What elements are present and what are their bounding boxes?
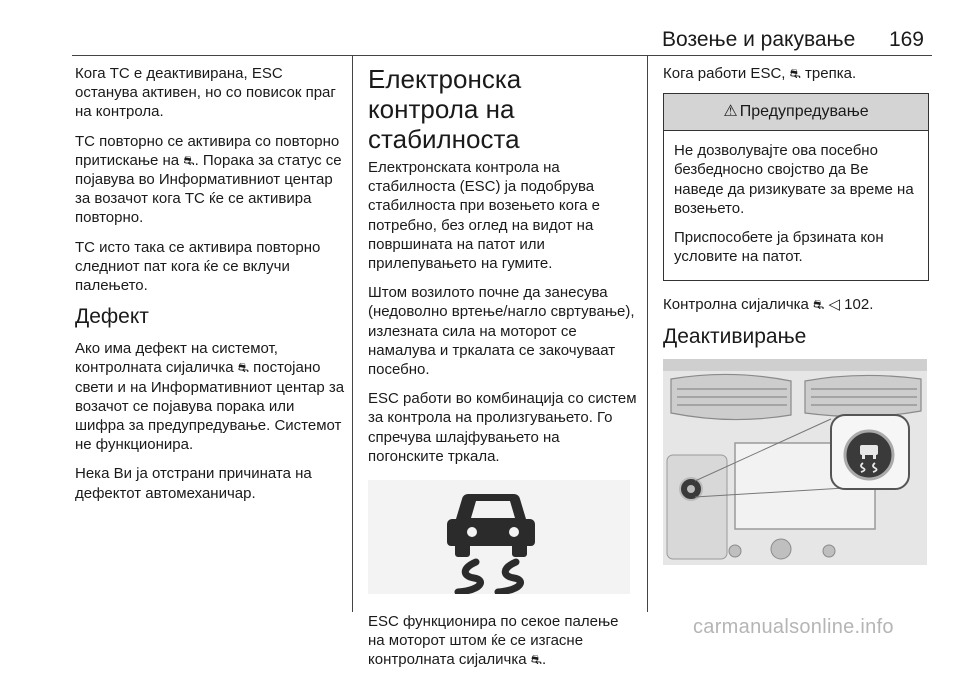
column-divider-2	[647, 56, 648, 612]
warning-text-1: Не дозволувајте ова посебно безбедносно својство да Ве наведе да ризикувате за време на возењето.	[674, 142, 914, 217]
column-divider-1	[352, 56, 353, 612]
dashboard-button-illustration	[663, 359, 927, 565]
header-rule	[72, 55, 932, 56]
fault-paragraph: Ако има дефект на системот, контролната сијаличка ⛐ постојано свети и на Информативниот центар за возачот се појавува порака или шифра за предупредување. Системот не функционира.	[75, 340, 345, 454]
tc-deactivated-paragraph: Кога TC е деактивирана, ESC останува активен, но со повисок праг на контрола.	[75, 65, 336, 121]
column-1	[75, 64, 347, 513]
skidding-car-icon: ⛐	[789, 66, 801, 81]
reference-arrow-icon: ◁	[828, 296, 840, 314]
esc-intro-paragraph: Електронската контрола на стабилноста (ESC) ја подобрува стабилноста при возењето кога е потребно, без оглед на видот на површината на патот или прилепувањето на гумите.	[368, 159, 600, 273]
mechanic-paragraph: Нека Ви ја отстрани причината на дефектот автомеханичар.	[75, 465, 312, 502]
warning-box	[663, 93, 929, 281]
skidding-car-icon: ⛐	[237, 360, 249, 376]
column-2	[368, 64, 638, 680]
skidding-car-icon: ⛐	[530, 652, 542, 668]
watermark: carmanualsonline.info	[693, 616, 894, 638]
skidding-car-icon: ⛐	[813, 297, 825, 313]
warning-header: ⚠ Предупредување	[664, 94, 928, 131]
esc-caption-paragraph: ESC функционира по секое палење на моторот штом ќе се изгасне контролната сијаличка ⛐.	[368, 613, 619, 669]
skidding-car-icon	[368, 480, 630, 594]
deactivation-heading: Деактивирање	[663, 324, 807, 348]
skidding-car-icon: ⛐	[183, 152, 195, 168]
tc-ignition-paragraph: TC исто така се активира повторно следниот пат кога ќе се вклучи палењето.	[75, 238, 321, 295]
esc-traction-paragraph: ESC работи во комбинација со систем за контрола на пролизгувањето. Го спречува шлајфувањето на погонските тркала.	[368, 390, 637, 465]
esc-heading: Електронска контрола на стабилноста	[368, 64, 522, 154]
warning-body	[664, 131, 928, 280]
column-3	[663, 64, 929, 565]
warning-triangle-icon: ⚠	[723, 103, 738, 121]
esc-flash-paragraph: Кога работи ESC, ⛐ трепка.	[663, 65, 857, 82]
dashboard-illustration	[663, 359, 927, 565]
esc-skid-paragraph: Штом возилото почне да занесува (недоволно вртење/нагло свртување), излезната сила на моторот се намалува и тркалата се закочуваат посебно.	[368, 284, 635, 379]
header-title: Возење и ракување	[662, 28, 856, 51]
warning-text-2: Приспособете ја брзината кон условите на патот.	[674, 229, 884, 266]
tc-reactivate-paragraph: TC повторно се активира со повторно притискање на ⛐. Порака за статус се појавува во Информативниот центар за возачот кога TC ќе се активира повторно.	[75, 132, 342, 227]
page-number: 169	[888, 28, 924, 51]
esc-symbol-figure	[368, 480, 630, 594]
fault-heading: Дефект	[75, 305, 149, 329]
control-lamp-reference: Контролна сијаличка ⛐ ◁ 102.	[663, 296, 874, 314]
